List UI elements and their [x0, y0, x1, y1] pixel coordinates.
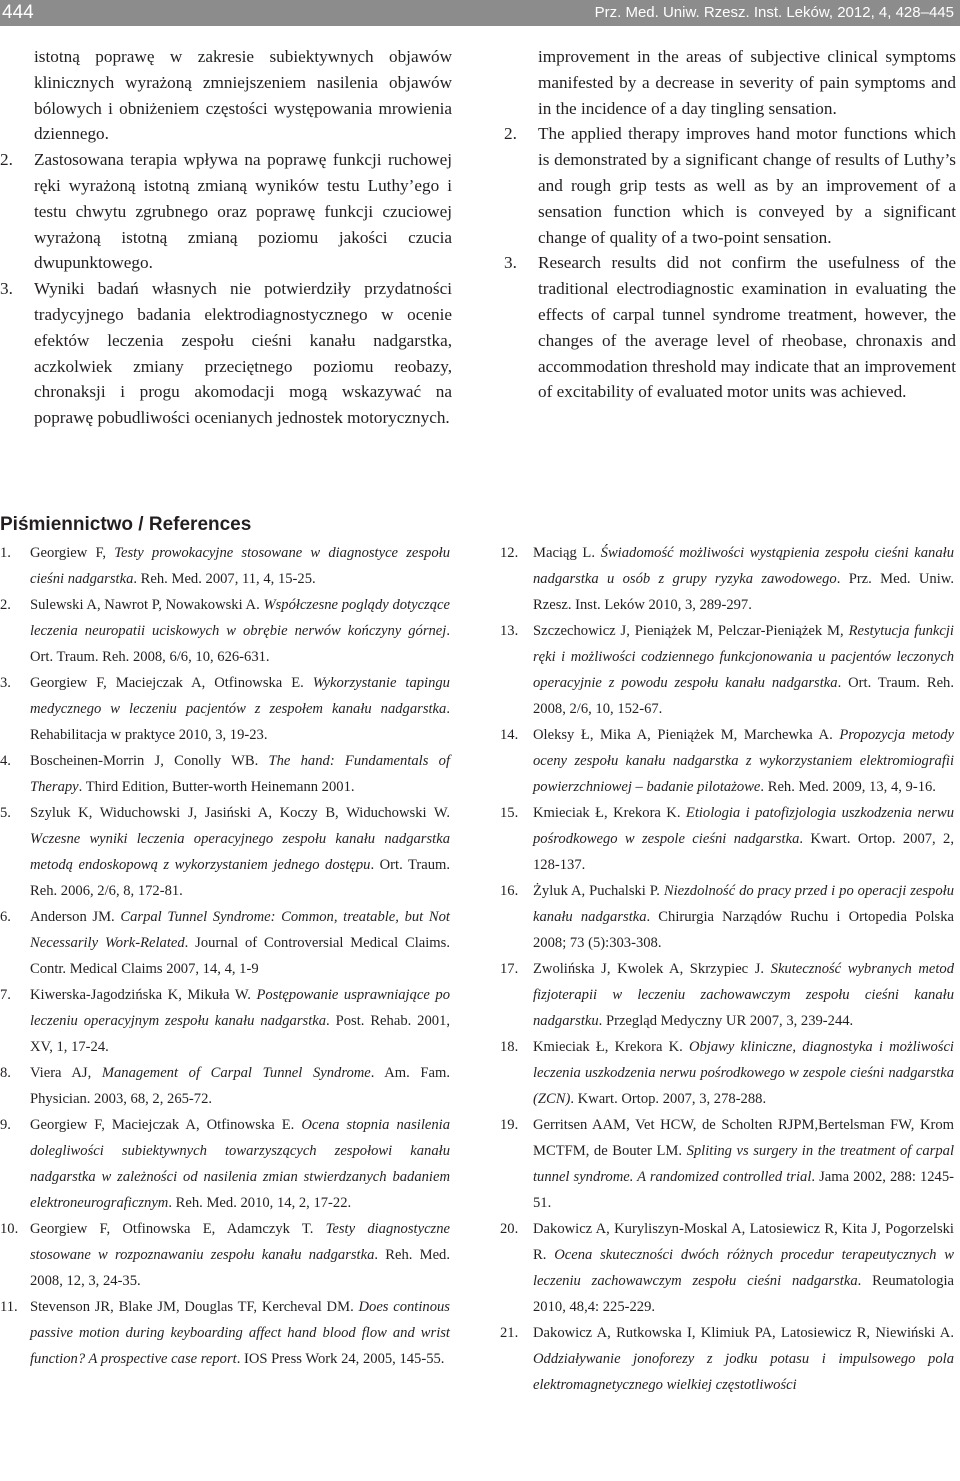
reference-item [500, 1216, 955, 1320]
reference-item [0, 800, 450, 904]
reference-title: Ocena skuteczności dwóch różnych procedur terapeutycznych w leczeniu zachowawczym zespołu cieśni nadgarstka [533, 1247, 955, 1289]
reference-number: 19. [500, 1117, 519, 1133]
reference-item [0, 748, 450, 800]
page-number: 444 [2, 2, 34, 23]
item-number: 3. [0, 279, 13, 299]
reference-number: 15. [500, 805, 519, 821]
reference-authors: Kmieciak Ł, Krekora K. [533, 805, 686, 821]
reference-authors: Żyluk A, Puchalski P. [533, 883, 664, 899]
reference-number: 6. [0, 909, 11, 925]
reference-number: 21. [500, 1325, 519, 1341]
item-text: Research results did not confirm the usefulness of the traditional electrodiagnostic examination in evaluating the effects of carpal tunnel syndrome treatment, however, the changes of the average level of rheobase, chronaxis and accommodation threshold may indicate that an improvement of excitability of evaluated motor units was achieved. [538, 253, 956, 402]
reference-title: Carpal Tunnel Syndrome: Common, treatable, but Not Necessarily Work-Related [30, 909, 450, 951]
reference-title: Niezdolność do pracy przed i po operacji zespołu kanału nadgarstka [533, 883, 955, 925]
reference-title: Restytucja funkcji ręki i możliwości codziennego funkcjonowania u pacjentów leczonych operacyjnie z powodu zespołu kanału nadgarstka [533, 623, 954, 691]
reference-source: . Ort. Traum. Reh. 2008, 2/6, 10, 152-67. [533, 675, 955, 717]
reference-title: Does continous passive motion during keyboarding affect hand blood flow and wrist function? A prospective case report [30, 1299, 450, 1367]
reference-number: 14. [500, 727, 519, 743]
reference-authors: Kmieciak Ł, Krekora K. [533, 1039, 689, 1055]
reference-authors: Szczechowicz J, Pieniążek M, Pelczar-Pieniążek M, [533, 623, 849, 639]
reference-title: Spliting vs surgery in the treatment of carpal tunnel syndrome. A randomized controlled trial [533, 1143, 955, 1185]
reference-item [500, 878, 955, 956]
conclusions-polish [0, 44, 452, 431]
reference-title: Propozycja metody oceny zespołu kanału nadgarstka z wykorzystaniem elektromiografii powierzchniowej – badanie pilotażowe [533, 727, 954, 795]
reference-source: . Reh. Med. 2007, 11, 4, 15-25. [133, 571, 316, 587]
reference-title: Management of Carpal Tunnel Syndrome [101, 1065, 371, 1081]
reference-source: . Third Edition, Butter-worth Heinemann 2001. [78, 779, 355, 795]
reference-source: . Post. Rehab. 2001, XV, 1, 17-24. [30, 1013, 451, 1055]
reference-authors: Maciąg L. [533, 545, 601, 561]
conclusion-intro-pl: istotną poprawę w zakresie subiektywnych objawów klinicznych wyrażoną zmniejszeniem nasilenia objawów bólowych i obniżeniem częstości występowania mrowienia dziennego. [34, 47, 452, 144]
reference-number: 7. [0, 987, 11, 1003]
reference-title: Etiologia i patofizjologia uszkodzenia nerwu pośrodkowego w zespole cieśni nadgarstka [533, 805, 954, 847]
reference-authors: Dakowicz A, Kuryliszyn-Moskal A, Latosiewicz R, Kita J, Pogorzelski R. [533, 1221, 954, 1263]
reference-authors: Boscheinen-Morrin J, Conolly WB. [30, 753, 269, 769]
reference-source: . Chirurgia Narządów Ruchu i Ortopedia Polska 2008; 73 (5):303-308. [533, 909, 954, 951]
reference-number: 5. [0, 805, 11, 821]
reference-authors: Viera AJ, [30, 1065, 102, 1081]
reference-item [500, 540, 955, 618]
item-text: Wyniki badań własnych nie potwierdziły przydatności tradycyjnego badania elektrodiagnostycznego w ocenie efektów leczenia zespołu cieśni kanału nadgarstka, aczkolwiek zmiany przeciętnego poziomu reobazy, chronaksji i progu akomodacji mogą wskazywać na poprawę pobudliwości ocenianych jednostek motorycznych. [34, 279, 452, 428]
reference-source: . Reh. Med. 2008, 12, 3, 24-35. [30, 1247, 450, 1289]
reference-item [0, 592, 450, 670]
reference-item [0, 1294, 450, 1372]
journal-citation: Prz. Med. Uniw. Rzesz. Inst. Leków, 2012, 4, 428–445 [594, 4, 954, 21]
item-text: Zastosowana terapia wpływa na poprawę funkcji ruchowej ręki wyrażoną istotną zmianą wyników testu Luthy’ego i testu chwytu zgrubnego oraz poprawę funkcji czuciowej wyrażoną istotną zmianą poziomu jakości czucia dwupunktowego. [34, 150, 452, 273]
reference-source: . Journal of Controversial Medical Claims. Contr. Medical Claims 2007, 14, 4, 1-9 [30, 935, 450, 977]
reference-source: . IOS Press Work 24, 2005, 145-55. [236, 1351, 445, 1367]
reference-authors: Anderson JM. [30, 909, 121, 925]
reference-title: Postępowanie usprawniające po leczeniu operacyjnym zespołu kanału nadgarstka [30, 987, 450, 1029]
reference-item [500, 618, 955, 722]
conclusion-intro-en: improvement in the areas of subjective clinical symptoms manifested by a decrease in severity of pain symptoms and in the incidence of a day tingling sensation. [538, 47, 956, 118]
reference-item [500, 956, 954, 1034]
reference-source: . Jama 2002, 288: 1245-51. [533, 1169, 954, 1211]
reference-item [0, 1216, 450, 1294]
reference-number: 4. [0, 753, 11, 769]
reference-number: 11. [0, 1299, 18, 1315]
reference-number: 10. [0, 1221, 19, 1237]
reference-title: Wykorzystanie tapingu medycznego w leczeniu pacjentów z zespołem kanału nadgarstka [30, 675, 450, 717]
reference-authors: Gerritsen AAM, Vet HCW, de Scholten RJPM,Bertelsman FW, Krom MCTFM, de Bouter LM. [533, 1117, 954, 1159]
reference-source: . Kwart. Ortop. 2007, 3, 278-288. [570, 1091, 767, 1107]
reference-item [0, 904, 450, 982]
reference-source: . Rehabilitacja w praktyce 2010, 3, 19-23. [30, 701, 450, 743]
reference-authors: Georgiew F, Maciejczak A, Otfinowska E. [30, 1117, 302, 1133]
reference-title: Objawy kliniczne, diagnostyka i możliwości leczenia uszkodzenia nerwu pośrodkowego w zespole cieśni nadgarstka (ZCN) [533, 1039, 954, 1107]
conclusion-item-en-2 [504, 121, 956, 250]
reference-title: Współczesne poglądy dotyczące leczenia neuropatii uciskowych w obrębie nerwów kończyny górnej [30, 597, 450, 639]
reference-authors: Georgiew F, Maciejczak A, Otfinowska E. [30, 675, 313, 691]
reference-authors: Szyluk K, Widuchowski J, Jasiński A, Koczy B, Widuchowski W. [30, 805, 450, 821]
reference-source: . Kwart. Ortop. 2007, 2, 128-137. [533, 831, 954, 873]
reference-item [0, 982, 451, 1060]
page-header [0, 0, 960, 26]
reference-item [0, 540, 450, 592]
reference-item [500, 1112, 955, 1216]
reference-title: Skuteczność wybranych metod fizjoterapii w leczeniu zachowawczym zespołu cieśni kanału nadgarstku [533, 961, 954, 1029]
reference-number: 12. [500, 545, 519, 561]
reference-authors: Georgiew F, [30, 545, 115, 561]
references-list-left [0, 540, 451, 1372]
reference-number: 18. [500, 1039, 519, 1055]
reference-item [0, 1060, 450, 1112]
item-number: 2. [0, 150, 13, 170]
reference-authors: Oleksy Ł, Mika A, Pieniążek M, Marchewka A. [533, 727, 840, 743]
reference-item [500, 1320, 954, 1398]
reference-title: Ocena stopnia nasilenia dolegliwości subiektywnych towarzyszących zespołowi kanału nadgarstka w zależności od nasilenia zmian stwierdzanych badaniem elektroneurograficznym [30, 1117, 450, 1211]
reference-title: Testy diagnostyczne stosowane w rozpoznawaniu zespołu kanału nadgarstka [30, 1221, 450, 1263]
reference-source: . Reh. Med. 2010, 14, 2, 17-22. [168, 1195, 352, 1211]
reference-number: 8. [0, 1065, 11, 1081]
reference-title: Oddziaływanie jonoforezy z jodku potasu i impulsowego pola elektromagnetycznego wielkiej częstotliwości [533, 1351, 954, 1393]
conclusion-item-pl-3 [0, 276, 452, 431]
reference-source: . Prz. Med. Uniw. Rzesz. Inst. Leków 2010, 3, 289-297. [533, 571, 954, 613]
reference-source: . Am. Fam. Physician. 2003, 68, 2, 265-72. [30, 1065, 450, 1107]
reference-source: . Reh. Med. 2009, 13, 4, 9-16. [760, 779, 936, 795]
reference-item [500, 722, 954, 800]
reference-source: . Reumatologia 2010, 48,4: 225-229. [533, 1273, 954, 1315]
reference-item [500, 1034, 954, 1112]
reference-source: . Ort. Traum. Reh. 2006, 2/6, 8, 172-81. [30, 857, 450, 899]
reference-number: 1. [0, 545, 11, 561]
reference-authors: Sulewski A, Nawrot P, Nowakowski A. [30, 597, 264, 613]
reference-number: 3. [0, 675, 11, 691]
reference-item [0, 1112, 450, 1216]
reference-number: 2. [0, 597, 11, 613]
conclusion-item-en-3 [504, 250, 956, 405]
reference-title: Wczesne wyniki leczenia operacyjnego zespołu kanału nadgarstka metodą endoskopową z wykorzystaniem jednego dostępu [30, 831, 450, 873]
reference-authors: Kiwerska-Jagodzińska K, Mikuła W. [30, 987, 257, 1003]
reference-title: The hand: Fundamentals of Therapy [30, 753, 450, 795]
reference-title: Świadomość możliwości wystąpienia zespołu cieśni kanału nadgarstka u osób z grupy ryzyka zawodowego [533, 545, 955, 587]
item-number: 2. [504, 124, 517, 144]
reference-authors: Georgiew F, Otfinowska E, Adamczyk T. [30, 1221, 326, 1237]
item-text: The applied therapy improves hand motor functions which is demonstrated by a significant change of results of Luthy’s and rough grip tests as well as by an improvement of a sensation function which is conveyed by a significant change of quality of a two-point sensation. [538, 124, 956, 247]
reference-item [0, 670, 450, 748]
reference-authors: Dakowicz A, Rutkowska I, Klimiuk PA, Latosiewicz R, Niewiński A. [533, 1325, 954, 1341]
reference-number: 13. [500, 623, 519, 639]
reference-number: 9. [0, 1117, 11, 1133]
reference-number: 16. [500, 883, 519, 899]
conclusions-english [504, 44, 956, 405]
reference-source: . Ort. Traum. Reh. 2008, 6/6, 10, 626-631. [30, 623, 450, 665]
item-number: 3. [504, 253, 517, 273]
reference-source: . Przegląd Medyczny UR 2007, 3, 239-244. [598, 1013, 854, 1029]
conclusion-item-pl-2 [0, 147, 452, 276]
reference-authors: Stevenson JR, Blake JM, Douglas TF, Kercheval DM. [30, 1299, 359, 1315]
reference-authors: Zwolińska J, Kwolek A, Skrzypiec J. [533, 961, 771, 977]
reference-title: Testy prowokacyjne stosowane w diagnostyce zespołu cieśni nadgarstka [30, 545, 450, 587]
references-list-right [500, 540, 955, 1398]
references-heading: Piśmiennictwo / References [0, 514, 252, 535]
reference-number: 17. [500, 961, 519, 977]
reference-number: 20. [500, 1221, 519, 1237]
reference-item [500, 800, 954, 878]
